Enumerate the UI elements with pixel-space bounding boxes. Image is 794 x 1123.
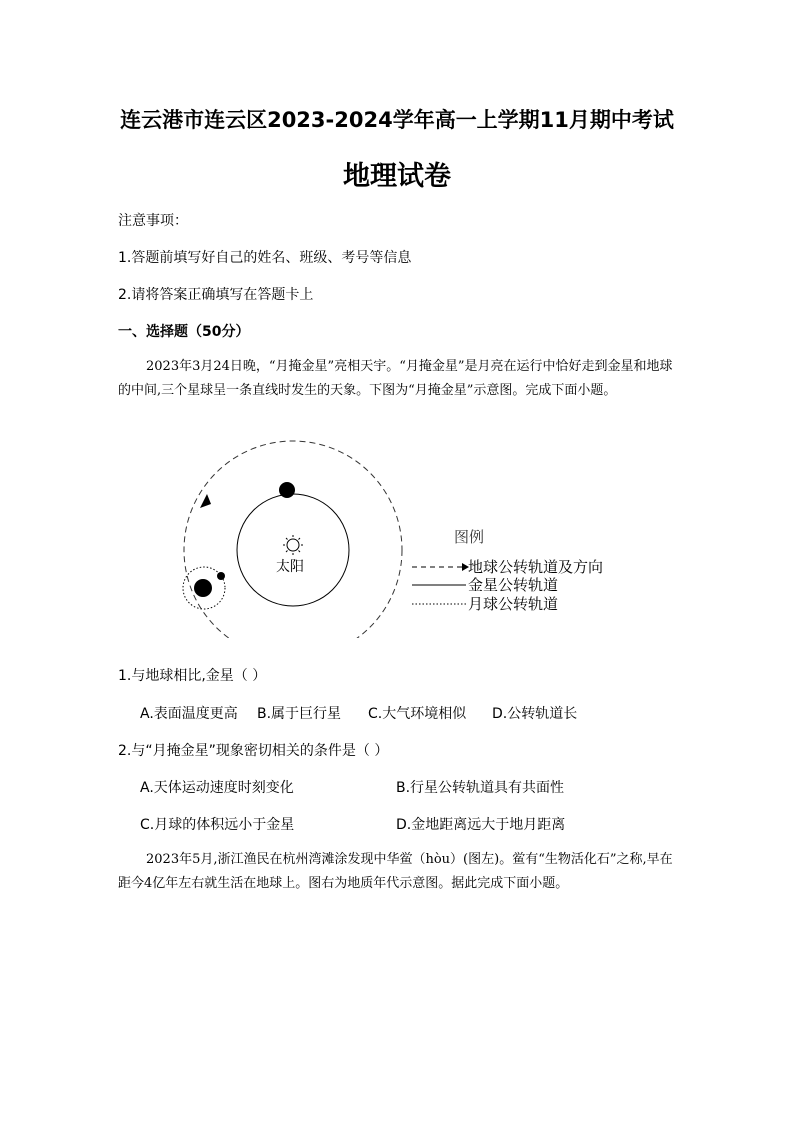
notes-heading: 注意事项： (118, 213, 188, 229)
q2-option-d: D.金地距离远大于地月距离 (396, 817, 566, 833)
q2-option-a: A.天体运动速度时刻变化 (140, 780, 294, 796)
q1-option-a: A.表面温度更高 (140, 706, 238, 722)
venus-orbit (237, 494, 349, 606)
moon-dot (217, 572, 225, 580)
q1-option-c: C.大气环境相似 (368, 706, 467, 722)
passage-1: 2023年3月24日晚，“月掩金星”亮相天宇。“月掩金星”是月亮在运行中恰好走到金星和地球的中间,三个星球呈一条直线时发生的天象。下图为“月掩金星”示意图。完成下面小题。 (118, 359, 673, 398)
question-1-stem: 1.与地球相比,金星（ ） (118, 668, 267, 684)
q1-option-d: D.公转轨道长 (492, 706, 578, 722)
sun-label: 太阳 (276, 559, 304, 575)
orbit-direction-arrow-icon (200, 494, 211, 508)
note-item-2: 2.请将答案正确填写在答题卡上 (118, 287, 314, 303)
legend-title: 图例 (454, 528, 485, 546)
q2-option-b: B.行星公转轨道具有共面性 (396, 780, 565, 796)
q2-option-c: C.月球的体积远小于金星 (140, 817, 295, 833)
note-item-1: 1.答题前填写好自己的姓名、班级、考号等信息 (118, 250, 412, 266)
legend-moon-orbit: 月球公转轨道 (468, 595, 559, 613)
legend-venus-orbit: 金星公转轨道 (468, 576, 559, 594)
exam-subtitle: 地理试卷 (343, 161, 451, 192)
sun-icon (283, 535, 303, 555)
passage-2: 2023年5月,浙江渔民在杭州湾滩涂发现中华鲎（hòu）(图左)。鲎有“生物活化石”之称,早在距今4亿年左右就生活在地球上。图右为地质年代示意图。据此完成下面小题。 (118, 852, 673, 891)
venus-dot (279, 482, 295, 498)
section-heading: 一、选择题（50分） (118, 324, 250, 340)
question-2-stem: 2.与“月掩金星”现象密切相关的条件是（ ） (118, 743, 389, 759)
legend-earth-orbit: 地球公转轨道及方向 (468, 558, 604, 576)
exam-title: 连云港市连云区2023-2024学年高一上学期11月期中考试 (120, 108, 674, 132)
venus-occultation-diagram (170, 438, 630, 638)
earth-dot (194, 579, 212, 597)
q1-option-b: B.属于巨行星 (257, 706, 342, 722)
